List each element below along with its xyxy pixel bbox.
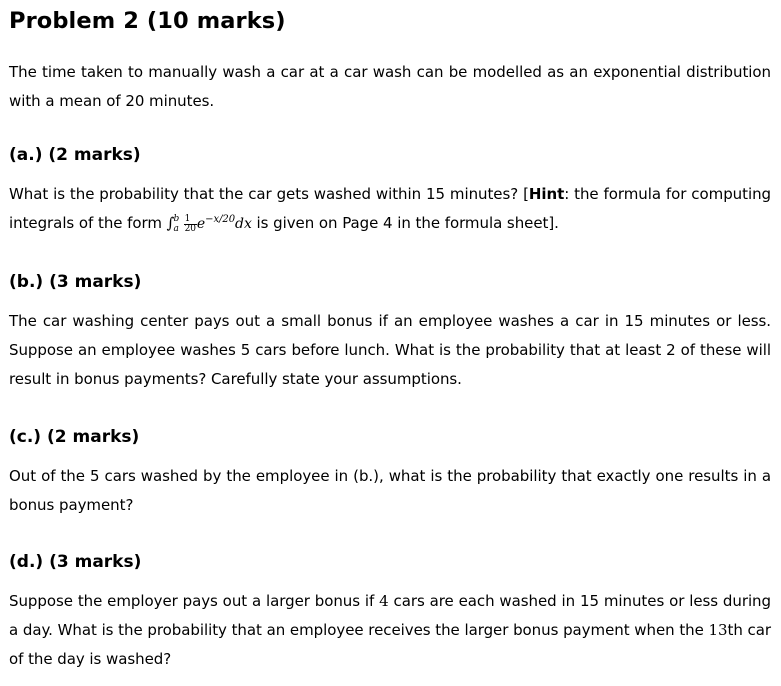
- fraction-denominator: 20: [184, 223, 196, 234]
- integral-upper: b: [173, 214, 180, 224]
- integral-expression: ∫ b a $\frac{1}{20}$ $e^{-x/20}dx$: [166, 213, 252, 234]
- integral-lower: a: [173, 224, 179, 234]
- part-d-heading: (d.) (3 marks): [9, 552, 142, 572]
- part-b-text: The car washing center pays out a small bonus if an employee washes a car in 15 minutes or less. Suppose an employee washes 5 cars before lunch. What is the probability that at least 2 of these will result in bonus payments? Carefully state your assumptions.: [9, 312, 771, 388]
- part-d-text-2: cars are each washed in 15 minutes or less during a day. What is the probability that an employee receives the larger bonus payment when the: [9, 592, 771, 639]
- problem-title: Problem 2 (10 marks): [9, 8, 286, 34]
- number-4: 4: [379, 592, 389, 610]
- part-a-heading: (a.) (2 marks): [9, 145, 141, 165]
- fraction-numerator: 1: [184, 215, 197, 225]
- part-d-text-1: Suppose the employer pays out a larger bonus if: [9, 592, 375, 610]
- integral-limits: [173, 214, 179, 234]
- part-c-heading: (c.) (2 marks): [9, 427, 140, 447]
- problem-intro: The time taken to manually wash a car at a car wash can be modelled as an exponential distribution with a mean of 20 minutes.: [9, 63, 771, 110]
- part-a-text: [9, 180, 771, 239]
- fraction: [184, 215, 197, 234]
- part-c-text: Out of the 5 cars washed by the employee in (b.), what is the probability that exactly one results in a bonus payment?: [9, 467, 771, 514]
- dx: dx: [235, 216, 252, 232]
- part-d-text-3: th car of the day is washed?: [9, 621, 772, 668]
- number-13: 13: [708, 621, 728, 639]
- part-d-text: [9, 587, 771, 674]
- hint-label: Hint: [528, 185, 565, 203]
- part-a-text-end: is given on Page 4 in the formula sheet].: [256, 214, 559, 232]
- exponent: −x/20: [205, 214, 236, 225]
- part-b-heading: (b.) (3 marks): [9, 272, 142, 292]
- part-a-text-start: What is the probability that the car gets washed within 15 minutes? [: [9, 185, 529, 203]
- part-a-text-hint: : the formula for computing integrals of the form: [9, 185, 771, 232]
